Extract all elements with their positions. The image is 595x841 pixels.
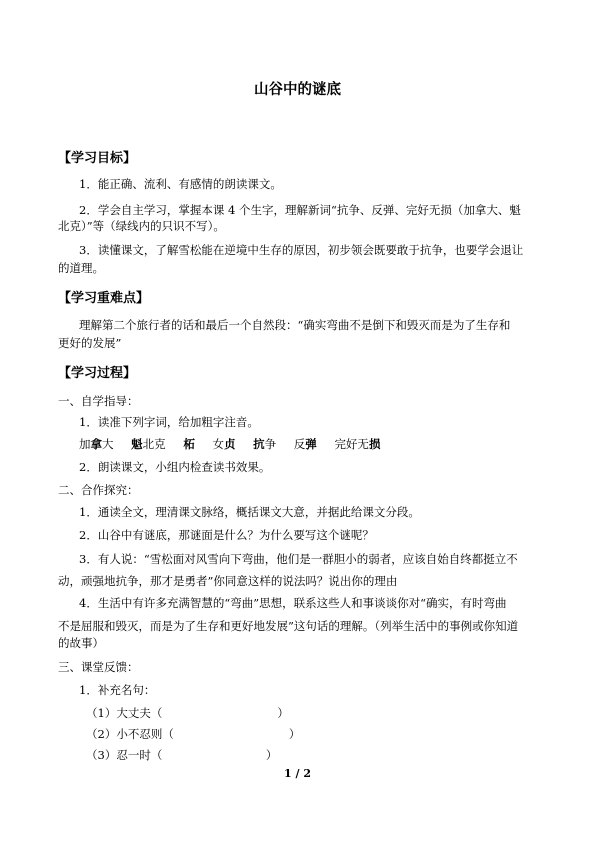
coop-item-2: 2．山谷中有谜底，那谜面是什么？为什么要写这个谜呢？ [79,528,374,542]
quote-blank-1: （1）大丈夫（ ） [86,706,289,720]
feedback-item-1: 1．补充名句： [79,683,156,697]
goal-item-2-line-2: 北克）”等（绿线内的只识不写）。 [58,219,225,233]
coop-item-3-line-1: 3．有人说：“雪松面对风雪向下弯曲，他们是一群胆小的弱者，应该自始自终都挺立不 [79,552,518,566]
vocab-word: 魁北克 [131,437,166,451]
section-feedback: 三、课堂反馈： [58,660,139,674]
page-title: 山谷中的谜底 [254,82,341,98]
quote-blank-3: （3）忍一时（ ） [86,748,278,762]
vocab-word: 女贞 [212,437,236,451]
coop-item-4-line-2: 不是屈服和毁灭，而是为了生存和更好地发展”这句话的理解。（列举生活中的事例或你知道 [58,619,519,633]
self-study-item-2: 2．朗读课文，小组内检查读书效果。 [79,460,271,474]
goal-item-2-line-1: 2．学会自主学习，掌握本课 4 个生字，理解新词“抗争、反弹、完好无损（加拿大、魁 [79,203,521,217]
goals-heading: 【学习目标】 [58,151,137,166]
coop-item-4-line-3: 的故事） [58,636,104,650]
vocab-word: 加拿大 [79,437,114,451]
keypoints-line-1: 理解第二个旅行者的话和最后一个自然段：“确实弯曲不是倒下和毁灭而是为了生存和 [79,318,511,332]
vocab-word: 柘 [183,437,195,451]
vocab-list [79,437,380,451]
goal-item-3-line-2: 的道理。 [58,261,104,275]
keypoints-line-2: 更好的发展” [58,336,122,350]
vocab-word: 抗争 [253,437,277,451]
section-self-study: 一、自学指导： [58,394,139,408]
coop-item-3-line-2: 动，顽强地抗争，那才是勇者”你同意这样的说法吗？说出你的理由 [58,574,398,588]
coop-item-1: 1．通读全文，理清课文脉络，概括课文大意，并据此给课文分段。 [79,505,420,519]
keypoints-heading: 【学习重难点】 [58,291,150,306]
coop-item-4-line-1: 4．生活中有许多充满智慧的“弯曲”思想，联系这些人和事谈谈你对“确实，有时弯曲 [79,596,507,610]
process-heading: 【学习过程】 [58,366,137,381]
goal-item-1: 1．能正确、流利、有感情的朗读课文。 [79,177,282,191]
vocab-word: 反弹 [293,437,317,451]
page-number: 1 / 2 [284,767,311,780]
self-study-item-1: 1．读准下列字词，给加粗字注音。 [79,415,259,429]
vocab-word: 完好无损 [334,437,381,451]
quote-blank-2: （2）小不忍则（ ） [86,727,301,741]
section-cooperative: 二、合作探究： [58,483,139,497]
goal-item-3-line-1: 3．读懂课文，了解雪松能在逆境中生存的原因，初步领会既要敢于抗争，也要学会退让 [79,243,524,257]
